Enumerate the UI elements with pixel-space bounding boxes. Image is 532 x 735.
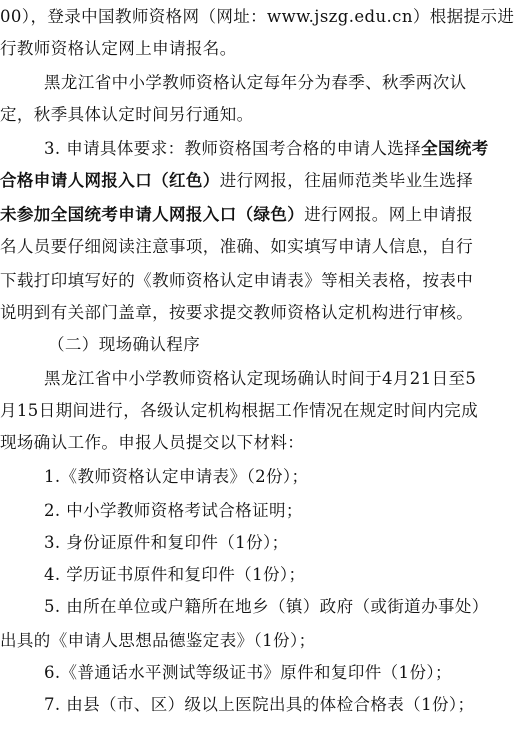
text-line [0, 432, 530, 454]
text-line [0, 104, 530, 126]
list-item [44, 694, 530, 716]
text-segment: 黑龙江省中小学教师资格认定现场确认时间于4月21日至5 [44, 369, 477, 388]
text-line [0, 236, 530, 258]
text-segment: 3. 申请具体要求：教师资格国考合格的申请人选择 [44, 139, 422, 158]
text-line [0, 400, 530, 422]
text-segment: 定，秋季具体认定时间另行通知。 [0, 105, 254, 124]
bold-text-segment: 全国统考 [421, 139, 489, 158]
text-segment: 进行网报，往届师范类毕业生选择 [219, 171, 474, 190]
text-line [0, 270, 530, 292]
text-line [0, 38, 530, 60]
text-segment: 进行网报。网上申请报 [304, 205, 474, 224]
text-line [0, 630, 530, 652]
text-segment: 说明到有关部门盖章，按要求提交教师资格认定机构进行审核。 [0, 303, 474, 322]
text-segment: 出具的《申请人思想品德鉴定表》（1份）； [0, 631, 316, 650]
list-item [44, 532, 530, 554]
text-segment: 月15日期间进行，各级认定机构根据工作情况在规定时间内完成 [0, 401, 479, 420]
text-segment: 1.《教师资格认定申请表》（2份）； [44, 467, 309, 486]
text-segment: 下载打印填写好的《教师资格认定申请表》等相关表格，按表中 [0, 271, 474, 290]
text-line [44, 368, 530, 390]
text-segment: 3. 身份证原件和复印件（1份）； [44, 533, 289, 552]
list-item [44, 596, 530, 618]
text-line [44, 72, 530, 94]
bold-text-segment: 合格申请人网报入口（红色） [0, 171, 220, 190]
text-segment: 现场确认工作。申报人员提交以下材料： [0, 433, 305, 452]
text-segment: 2. 中小学教师资格考试合格证明； [44, 501, 303, 520]
text-segment: 6.《普通话水平测试等级证书》原件和复印件（1份）； [44, 663, 452, 682]
list-item [44, 564, 530, 586]
text-segment: 4. 学历证书原件和复印件（1份）； [44, 565, 306, 584]
bold-text-segment: 未参加全国统考申请人网报入口（绿色） [0, 205, 305, 224]
text-line [0, 170, 530, 192]
section-heading [48, 334, 530, 356]
list-item [44, 662, 530, 684]
text-segment: 7. 由县（市、区）级以上医院出具的体检合格表（1份）； [44, 695, 475, 714]
text-segment: 00），登录中国教师资格网（网址：www.jszg.edu.cn）根据提示进 [0, 7, 515, 26]
text-line [0, 6, 530, 28]
text-segment: 5. 由所在单位或户籍所在地乡（镇）政府（或街道办事处） [44, 597, 489, 616]
list-item [44, 500, 530, 522]
text-segment: 行教师资格认定网上申请报名。 [0, 39, 237, 58]
text-line [0, 204, 530, 226]
text-line [44, 138, 530, 160]
text-line [0, 302, 530, 324]
list-item [44, 466, 530, 488]
text-segment: 黑龙江省中小学教师资格认定每年分为春季、秋季两次认 [44, 73, 467, 92]
text-segment: 名人员要仔细阅读注意事项，准确、如实填写申请人信息，自行 [0, 237, 474, 256]
text-segment: （二）现场确认程序 [48, 335, 201, 354]
